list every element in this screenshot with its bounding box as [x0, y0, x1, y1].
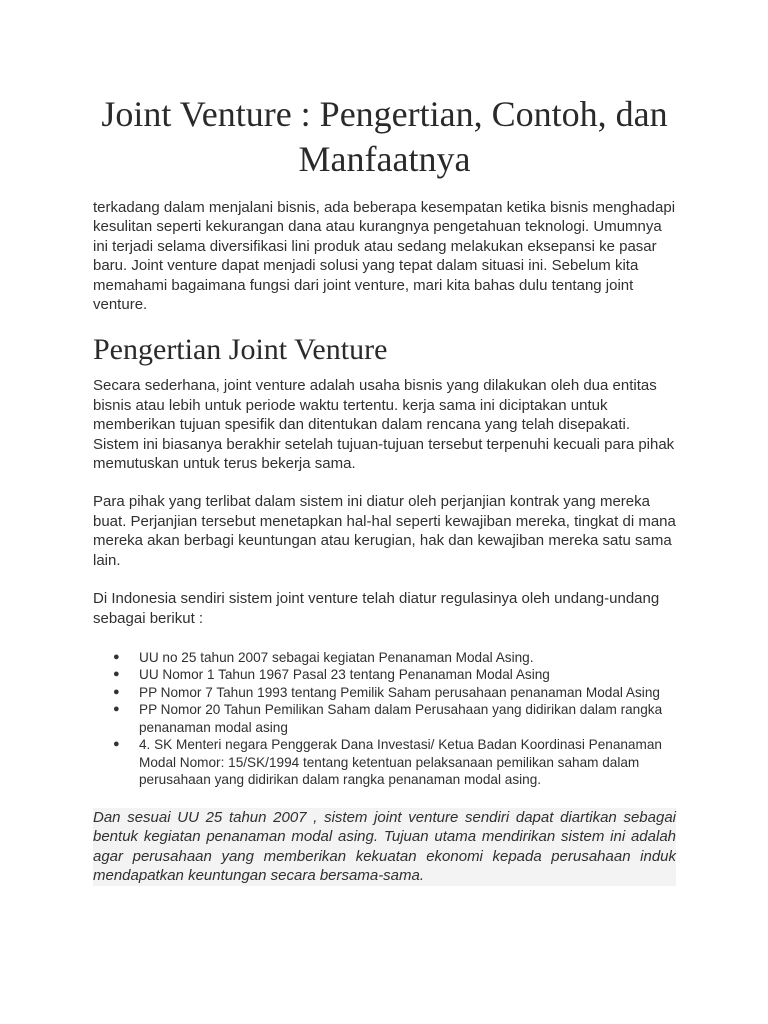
list-item-text: PP Nomor 20 Tahun Pemilikan Saham dalam Perusahaan yang didirikan dalam rangka penanaman modal asing: [139, 702, 663, 735]
paragraph-spacer: [93, 473, 676, 492]
list-item-text: UU no 25 tahun 2007 sebagai kegiatan Penanaman Modal Asing.: [139, 649, 534, 665]
list-item: [113, 666, 676, 684]
document-content: [93, 92, 676, 886]
list-item-text: PP Nomor 7 Tahun 1993 tentang Pemilik Saham perusahaan penanaman Modal Asing: [139, 684, 660, 700]
list-item-text: UU Nomor 1 Tahun 1967 Pasal 23 tentang Penanaman Modal Asing: [139, 667, 550, 683]
list-item: [113, 684, 676, 702]
paragraph-spacer: [93, 570, 676, 589]
bullet-icon: ●: [113, 703, 120, 716]
section-paragraph: Para pihak yang terlibat dalam sistem ini diatur oleh perjanjian kontrak yang mereka buat. Perjanjian tersebut menetapkan hal-hal seperti kewajiban mereka, tingkat di mana mereka akan berbagi keuntungan atau kerugian, hak dan kewajiban mereka satu sama lain.: [93, 493, 676, 569]
regulation-list: [93, 649, 676, 789]
bullet-icon: ●: [113, 650, 120, 663]
bullet-icon: ●: [113, 685, 120, 698]
list-item: [113, 701, 676, 736]
bullet-icon: ●: [113, 668, 120, 681]
section-paragraph: Di Indonesia sendiri sistem joint venture telah diatur regulasinya oleh undang-undang sebagai berikut :: [93, 590, 660, 627]
section-heading: Pengertian Joint Venture: [93, 333, 388, 367]
bullet-icon: ●: [113, 738, 120, 751]
section-paragraph: Secara sederhana, joint venture adalah usaha bisnis yang dilakukan oleh dua entitas bisnis atau lebih untuk periode waktu tertentu. kerja sama ini diciptakan untuk memberikan tujuan spesifik dan ditentukan dalam rencana yang telah disepakati. Sistem ini biasanya berakhir setelah tujuan-tujuan tersebut terpenuhi kecuali para pihak memutuskan untuk terus bekerja sama.: [93, 377, 675, 473]
intro-paragraph: terkadang dalam menjalani bisnis, ada beberapa kesempatan ketika bisnis menghadapi kesulitan seperti kekurangan dana atau kurangnya pengetahuan teknologi. Umumnya ini terjadi selama diversifikasi lini produk atau sedang melakukan eksepansi ke pasar baru. Joint venture dapat menjadi solusi yang tepat dalam situasi ini. Sebelum kita memahami bagaimana fungsi dari joint venture, mari kita bahas dulu tentang joint venture.: [93, 199, 676, 314]
list-item: [113, 736, 676, 789]
list-item: [113, 649, 676, 667]
highlighted-quote: Dan sesuai UU 25 tahun 2007 , sistem joint venture sendiri dapat diartikan sebagai bentuk kegiatan penanaman modal asing. Tujuan utama mendirikan sistem ini adalah agar perusahaan yang memberikan kekuatan ekonomi kepada perusahaan induk mendapatkan keuntungan secara bersama-sama.: [93, 808, 676, 885]
list-item-text: 4. SK Menteri negara Penggerak Dana Investasi/ Ketua Badan Koordinasi Penanaman Modal Nomor: 15/SK/1994 tentang ketentuan pelaksanaan pemilikan saham dalam perusahaan yang didirikan dalam rangka penanaman modal asing.: [139, 737, 662, 788]
document-title: Joint Venture : Pengertian, Contoh, dan Manfaatnya: [101, 94, 668, 179]
